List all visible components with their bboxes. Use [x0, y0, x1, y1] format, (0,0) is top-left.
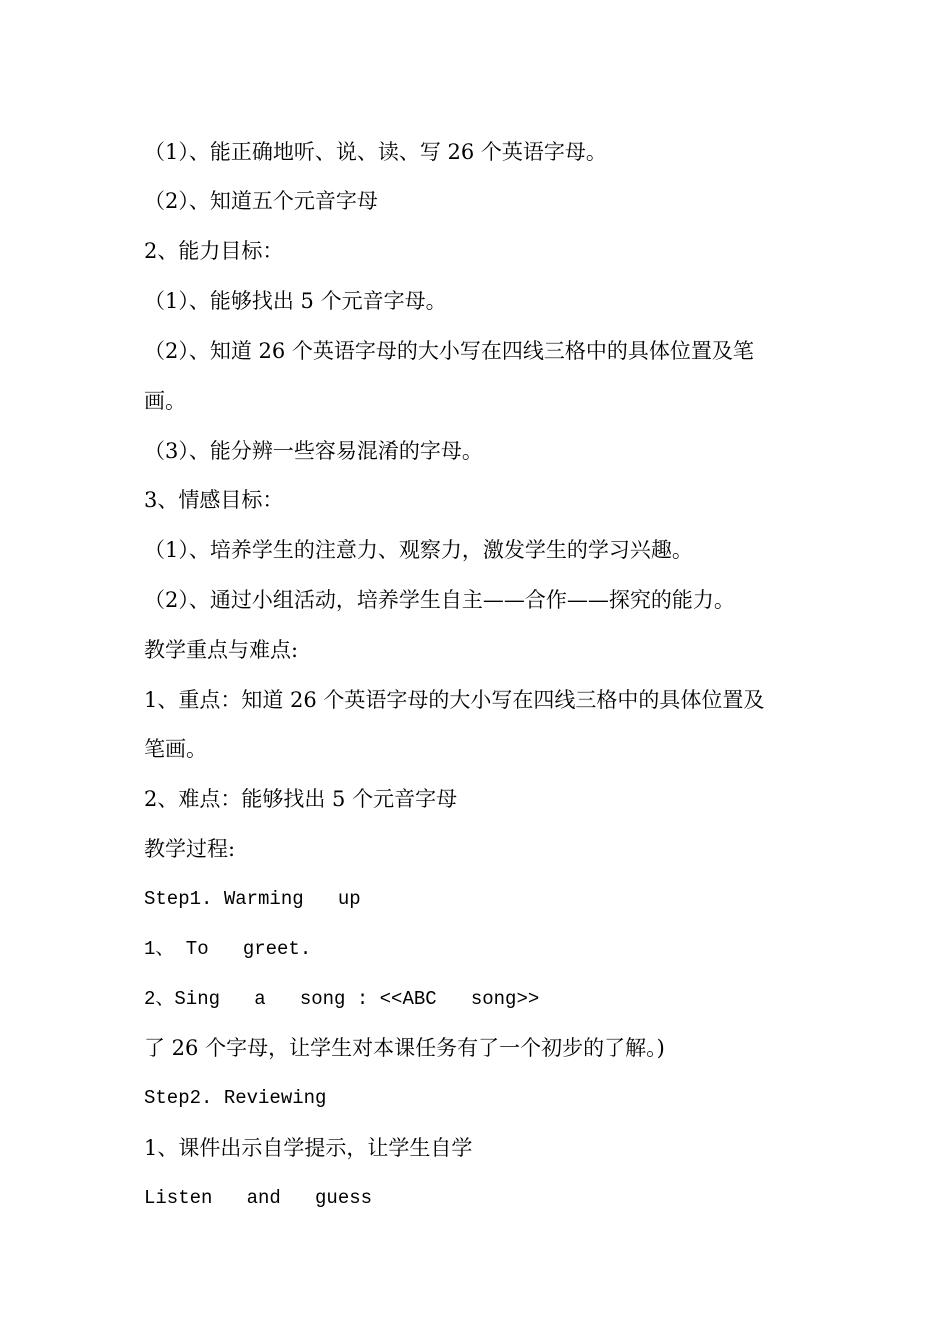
text-line: （2）、通过小组活动，培养学生自主——合作——探究的能力。 [144, 588, 735, 612]
text-line: 1、 To greet. [144, 938, 312, 960]
text-line: 了 26 个字母，让学生对本课任务有了一个初步的了解。) [144, 1036, 665, 1060]
text-line: 笔画。 [144, 737, 207, 761]
text-line: 2、Sing a song : <<ABC song>> [144, 988, 540, 1010]
text-line: （1）、培养学生的注意力、观察力，激发学生的学习兴趣。 [144, 538, 693, 562]
text-line: 1、课件出示自学提示，让学生自学 [144, 1136, 473, 1160]
text-line: 画。 [144, 389, 186, 413]
step-heading: Step1. Warming up [144, 888, 361, 910]
text-line: 2、难点：能够找出 5 个元音字母 [144, 787, 458, 811]
section-heading: 教学重点与难点: [144, 638, 299, 662]
text-line: （1）、能正确地听、说、读、写 26 个英语字母。 [144, 140, 607, 164]
step-heading: Step2. Reviewing [144, 1087, 327, 1109]
text-line: （2）、知道五个元音字母 [144, 189, 378, 213]
text-line: Listen and guess [144, 1187, 373, 1209]
text-line: 1、重点：知道 26 个英语字母的大小写在四线三格中的具体位置及 [144, 688, 765, 712]
text-line: （1）、能够找出 5 个元音字母。 [144, 289, 447, 313]
section-heading: 3、情感目标： [144, 488, 284, 512]
text-line: （3）、能分辨一些容易混淆的字母。 [144, 439, 483, 463]
section-heading: 2、能力目标： [144, 239, 284, 263]
section-heading: 教学过程: [144, 837, 236, 861]
text-line: （2）、知道 26 个英语字母的大小写在四线三格中的具体位置及笔 [144, 339, 754, 363]
